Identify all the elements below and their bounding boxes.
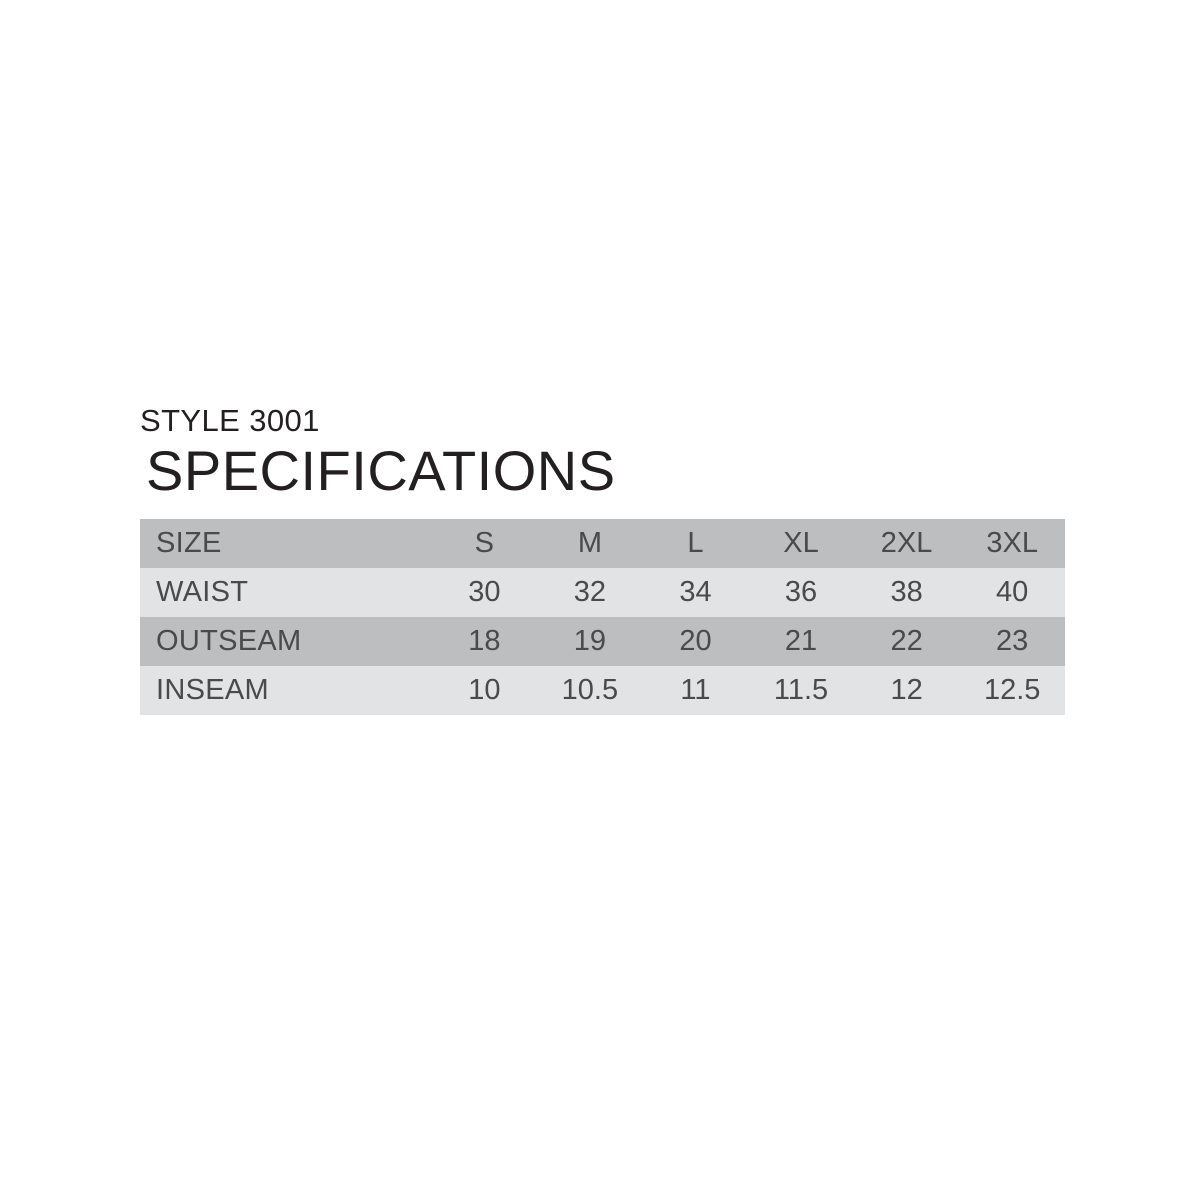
cell-outseam-xl: 21 [784, 624, 818, 657]
column-header-size: SIZE [156, 526, 222, 559]
specifications-table [140, 519, 1065, 715]
cell-inseam-l: 11 [680, 673, 711, 706]
cell-inseam-m: 10.5 [561, 673, 619, 706]
column-header-2xl: 2XL [880, 526, 933, 559]
table-row [140, 666, 1065, 715]
cell-outseam-2xl: 22 [890, 624, 923, 657]
cell-outseam-s: 18 [468, 624, 501, 657]
cell-waist-l: 34 [679, 575, 712, 608]
column-header-xl: XL [783, 526, 819, 559]
row-label-waist: WAIST [156, 575, 249, 608]
style-number: STYLE 3001 [140, 403, 320, 438]
cell-waist-xl: 36 [784, 575, 818, 608]
table-header-row [140, 519, 1065, 568]
table-row [140, 568, 1065, 617]
specifications-block [140, 405, 1070, 715]
column-header-l: L [687, 526, 704, 559]
table-row [140, 617, 1065, 666]
row-label-outseam: OUTSEAM [156, 624, 302, 657]
cell-outseam-3xl: 23 [996, 624, 1029, 657]
cell-waist-m: 32 [573, 575, 607, 608]
cell-outseam-l: 20 [679, 624, 712, 657]
column-header-s: S [474, 526, 495, 559]
cell-waist-s: 30 [468, 575, 501, 608]
page-title: SPECIFICATIONS [146, 439, 616, 502]
column-header-m: M [577, 526, 602, 559]
cell-waist-2xl: 38 [890, 575, 923, 608]
cell-inseam-2xl: 12 [890, 673, 923, 706]
cell-inseam-s: 10 [468, 673, 501, 706]
cell-inseam-xl: 11.5 [773, 673, 829, 706]
row-label-inseam: INSEAM [156, 673, 269, 706]
column-header-3xl: 3XL [986, 526, 1038, 559]
cell-inseam-3xl: 12.5 [983, 673, 1041, 706]
cell-outseam-m: 19 [573, 624, 607, 657]
cell-waist-3xl: 40 [996, 575, 1029, 608]
